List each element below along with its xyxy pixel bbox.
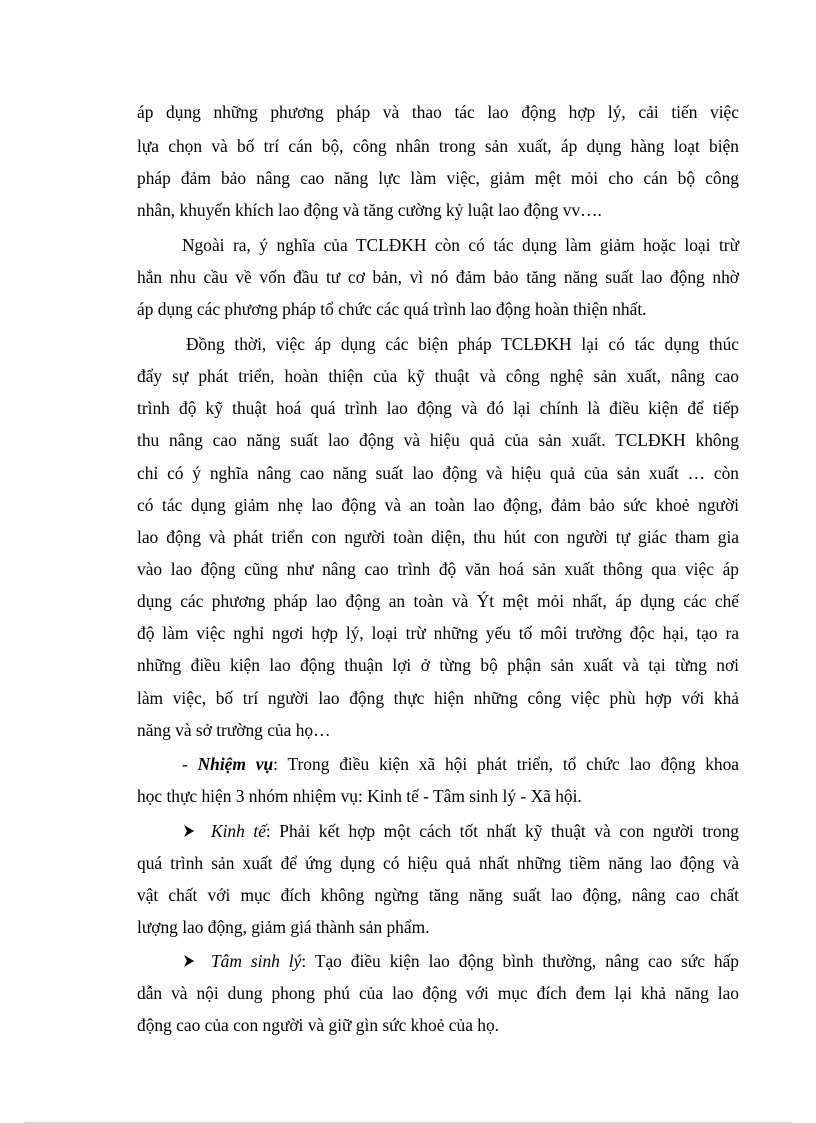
text-line: có tác dụng giảm nhẹ lao động và an toàn lao động, đảm bảo sức khoẻ người [137,495,739,515]
text-line: Đồng thời, việc áp dụng các biện pháp TCLĐKH lại có tác dụng thúc [186,334,739,354]
task-text: : Trong điều kiện xã hội phát triển, tổ chức lao động khoa [273,754,740,774]
text-line: lựa chọn và bố trí cán bộ, công nhân trong sản xuất, áp dụng hàng loạt biện [137,136,739,156]
arrowhead-bullet-icon [183,819,211,843]
text-line: trình độ kỹ thuật hoá quá trình lao động và đó lại chính là điều kiện để tiếp [137,398,739,418]
text-line: độ làm việc nghỉ ngơi hợp lý, loại trừ những yếu tố môi trường độc hại, tạo ra [137,623,739,643]
text-line: chỉ có ý nghĩa nâng cao năng suất lao động và hiệu quả của sản xuất … còn [137,463,739,483]
text-line: Ngoài ra, ý nghĩa của TCLĐKH còn có tác dụng làm giảm hoặc loại trừ [182,235,739,255]
task-dash: - [182,754,198,774]
text-line: áp dụng các phương pháp tổ chức các quá trình lao động hoàn thiện nhất. [137,299,647,319]
text-line: động cao của con người và giữ gìn sức khoẻ của họ. [137,1015,500,1035]
text-line: hẳn nhu cầu về vốn đầu tư cơ bản, vì nó đảm bảo tăng năng suất lao động nhờ [137,267,739,287]
bullet-label: Kinh tế [211,821,266,841]
text-line: những điều kiện lao động thuận lợi ở từng bộ phận sản xuất và tại từng nơi [137,655,739,675]
task-label: Nhiệm vụ [197,754,274,774]
text-line: đẩy sự phát triển, hoàn thiện của kỹ thuật và công nghệ sản xuất, nâng cao [137,366,739,386]
text-line: thu nâng cao năng suất lao động và hiệu quả của sản xuất. TCLĐKH không [137,430,739,450]
text-line: năng và sở trường của họ… [137,720,331,740]
text-line: áp dụng những phương pháp và thao tác lao động hợp lý, cải tiến việc [137,102,739,122]
bullet-label: Tâm sinh lý [211,951,302,971]
text-line: lao động và phát triển con người toàn diện, thu hút con người tự giác tham gia [137,527,739,547]
text-line: dẫn và nội dung phong phú của lao động với mục đích đem lại khả năng lao [137,983,739,1003]
text-line: nhân, khuyến khích lao động và tăng cường kỷ luật lao động vv…. [137,200,602,220]
text-line: làm việc, bố trí người lao động thực hiện những công việc phù hợp với khả [137,688,739,708]
bullet-text: : Tạo điều kiện lao động bình thường, nâng cao sức hấp [301,951,739,971]
text-line: quá trình sản xuất để ứng dụng có hiệu quả nhất những tiềm năng lao động và [137,853,739,873]
text-line: vào lao động cũng như nâng cao trình độ văn hoá sản xuất thông qua việc áp [137,559,739,579]
text-line: học thực hiện 3 nhóm nhiệm vụ: Kinh tế - Tâm sinh lý - Xã hội. [137,786,582,806]
text-line: dụng các phương pháp lao động an toàn và Ýt mệt mỏi nhất, áp dụng các chế [137,591,739,611]
bullet-text: : Phải kết hợp một cách tốt nhất kỹ thuật và con người trong [265,821,739,841]
text-line: vật chất với mục đích không ngừng tăng năng suất lao động, nâng cao chất [137,885,739,905]
bullet-item-economy [183,819,739,843]
bullet-item-psychophysiology [183,949,739,973]
task-line [182,752,739,776]
text-line: pháp đảm bảo nâng cao năng lực làm việc, giảm mệt mỏi cho cán bộ công [137,168,739,188]
arrowhead-bullet-icon [183,949,211,973]
text-line: lượng lao động, giảm giá thành sản phẩm. [137,917,430,937]
